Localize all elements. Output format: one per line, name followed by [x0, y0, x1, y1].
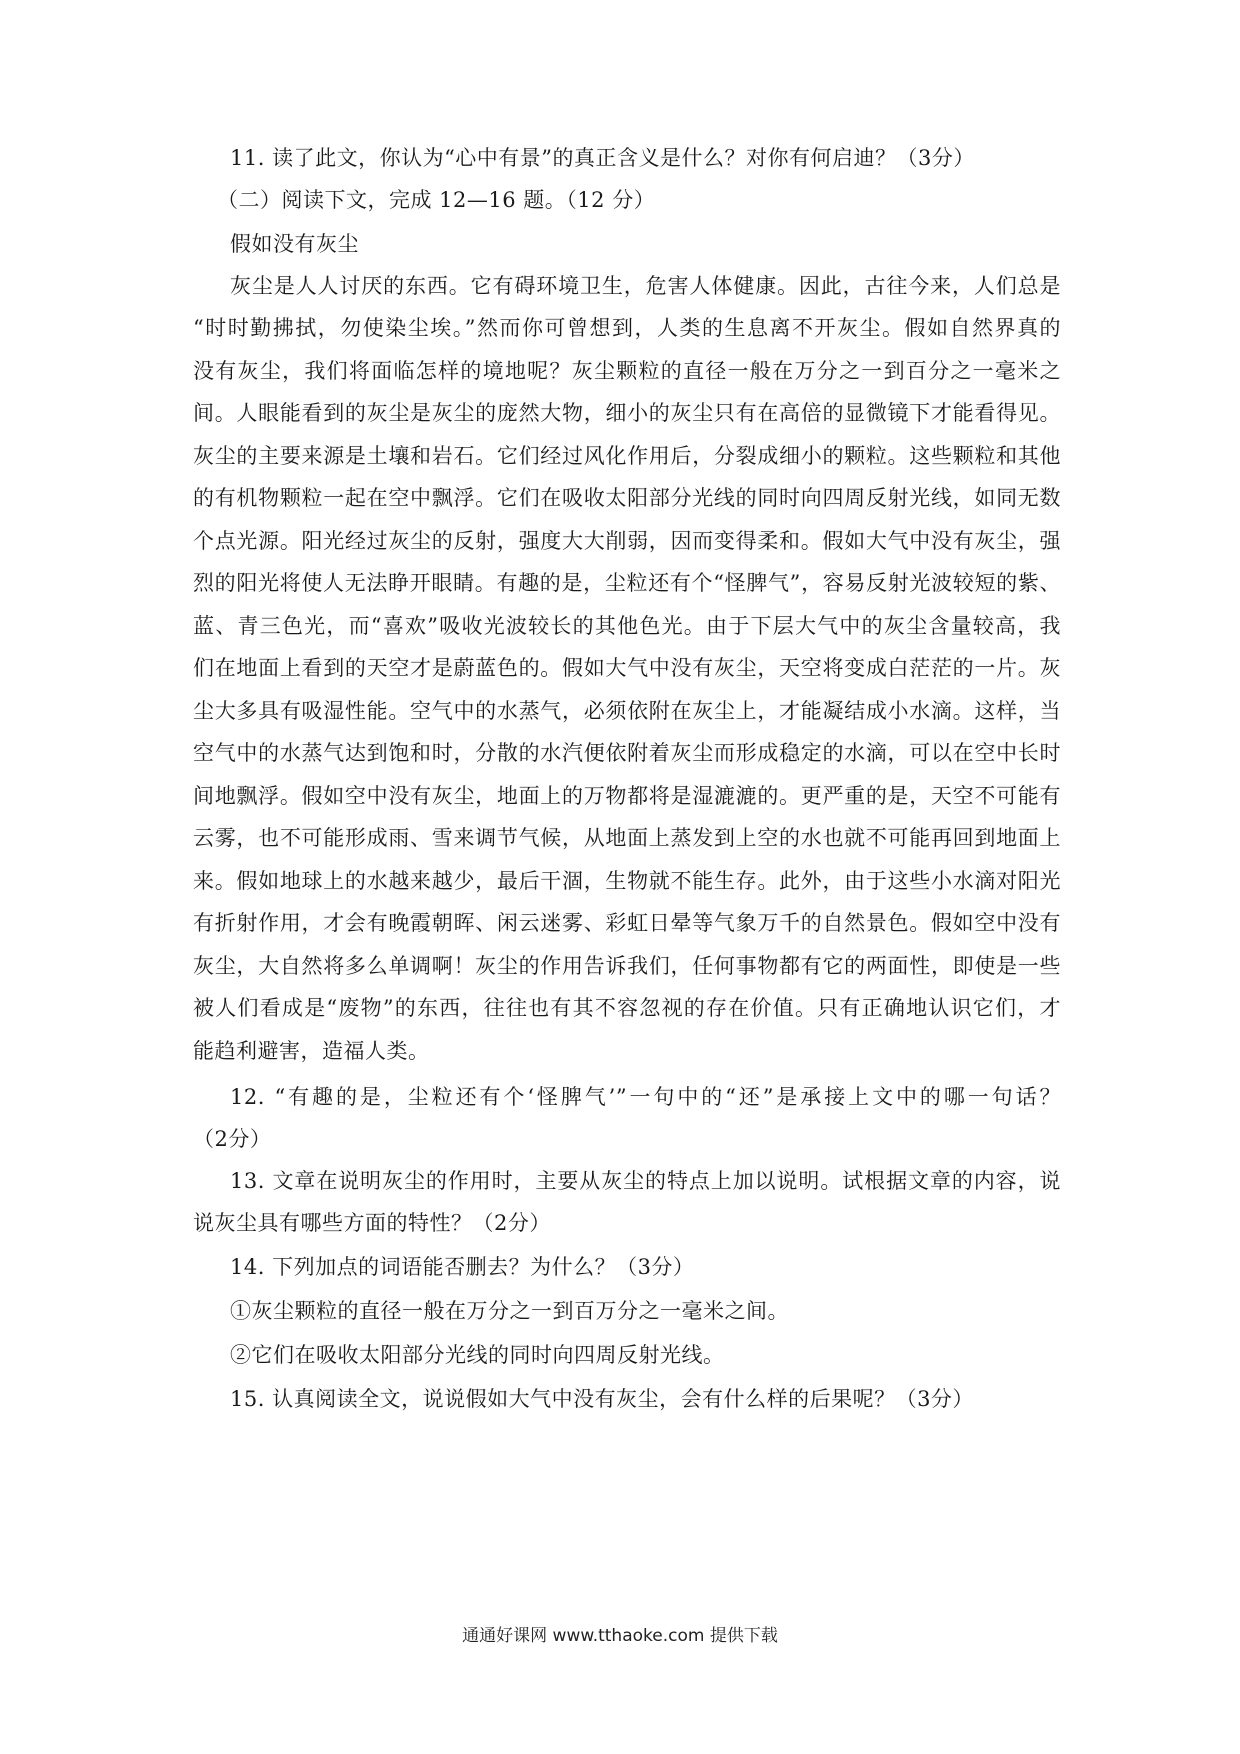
article-line-16: 有折射作用，才会有晚霞朝晖、闲云迷雾、彩虹日晕等气象万千的自然景色。假如空中没有 — [193, 911, 1061, 935]
article-line-12: 空气中的水蒸气达到饱和时，分散的水汽便依附着灰尘而形成稳定的水滴，可以在空中长时 — [193, 741, 1061, 765]
article-line-1: 灰尘是人人讨厌的东西。它有碍环境卫生，危害人体健康。因此，古往今来，人们总是 — [230, 274, 1061, 298]
article-line-19: 能趋利避害，造福人类。 — [193, 1039, 430, 1063]
question-12-line-1: 12. “有趣的是，尘粒还有个‘怪脾气’”一句中的“还”是承接上文中的哪一句话？ — [230, 1085, 1061, 1109]
article-line-2: “时时勤拂拭，勿使染尘埃。”然而你可曾想到，人类的生息离不开灰尘。假如自然界真的 — [193, 316, 1061, 340]
question-13-line-2: 说灰尘具有哪些方面的特性？（2分） — [193, 1211, 551, 1235]
section-2-instruction: （二）阅读下文，完成 12—16 题。（12 分） — [217, 188, 656, 212]
question-13-line-1: 13. 文章在说明灰尘的作用时，主要从灰尘的特点上加以说明。试根据文章的内容，说 — [230, 1169, 1061, 1193]
article-line-6: 的有机物颗粒一起在空中飘浮。它们在吸收太阳部分光线的同时向四周反射光线，如同无数 — [193, 486, 1061, 510]
article-line-11: 尘大多具有吸湿性能。空气中的水蒸气，必须依附在灰尘上，才能凝结成小水滴。这样，当 — [193, 699, 1061, 723]
article-line-17: 灰尘，大自然将多么单调啊！灰尘的作用告诉我们，任何事物都有它的两面性，即使是一些 — [193, 954, 1061, 978]
article-line-10: 们在地面上看到的天空才是蔚蓝色的。假如大气中没有灰尘，天空将变成白茫茫的一片。灰 — [193, 656, 1061, 680]
question-11: 11. 读了此文，你认为“心中有景”的真正含义是什么？对你有何启迪？（3分） — [230, 146, 975, 170]
article-line-15: 来。假如地球上的水越来越少，最后干涸，生物就不能生存。此外，由于这些小水滴对阳光 — [193, 869, 1061, 893]
article-title: 假如没有灰尘 — [230, 232, 359, 256]
question-14-item-1: ①灰尘颗粒的直径一般在万分之一到百万分之一毫米之间。 — [230, 1299, 789, 1323]
article-line-7: 个点光源。阳光经过灰尘的反射，强度大大削弱，因而变得柔和。假如大气中没有灰尘，强 — [193, 529, 1061, 553]
article-line-5: 灰尘的主要来源是土壤和岩石。它们经过风化作用后，分裂成细小的颗粒。这些颗粒和其他 — [193, 444, 1061, 468]
question-12-line-2: （2分） — [193, 1127, 272, 1151]
article-line-8: 烈的阳光将使人无法睁开眼睛。有趣的是，尘粒还有个“怪脾气”，容易反射光波较短的紫、 — [193, 571, 1061, 595]
article-line-9: 蓝、青三色光，而“喜欢”吸收光波较长的其他色光。由于下层大气中的灰尘含量较高，我 — [193, 614, 1061, 638]
question-14-item-2: ②它们在吸收太阳部分光线的同时向四周反射光线。 — [230, 1343, 725, 1367]
question-14-stem: 14. 下列加点的词语能否删去？为什么？（3分） — [230, 1255, 695, 1279]
page-footer: 通通好课网 www.tthaoke.com 提供下载 — [462, 1626, 778, 1646]
article-line-4: 间。人眼能看到的灰尘是灰尘的庞然大物，细小的灰尘只有在高倍的显微镜下才能看得见。 — [193, 401, 1061, 425]
article-line-3: 没有灰尘，我们将面临怎样的境地呢？灰尘颗粒的直径一般在万分之一到百分之一毫米之 — [193, 359, 1061, 383]
article-line-14: 云雾，也不可能形成雨、雪来调节气候，从地面上蒸发到上空的水也就不可能再回到地面上 — [193, 826, 1061, 850]
article-line-13: 间地飘浮。假如空中没有灰尘，地面上的万物都将是湿漉漉的。更严重的是，天空不可能有 — [193, 784, 1061, 808]
article-line-18: 被人们看成是“废物”的东西，往往也有其不容忽视的存在价值。只有正确地认识它们，才 — [193, 996, 1061, 1020]
question-15: 15. 认真阅读全文，说说假如大气中没有灰尘，会有什么样的后果呢？（3分） — [230, 1387, 974, 1411]
